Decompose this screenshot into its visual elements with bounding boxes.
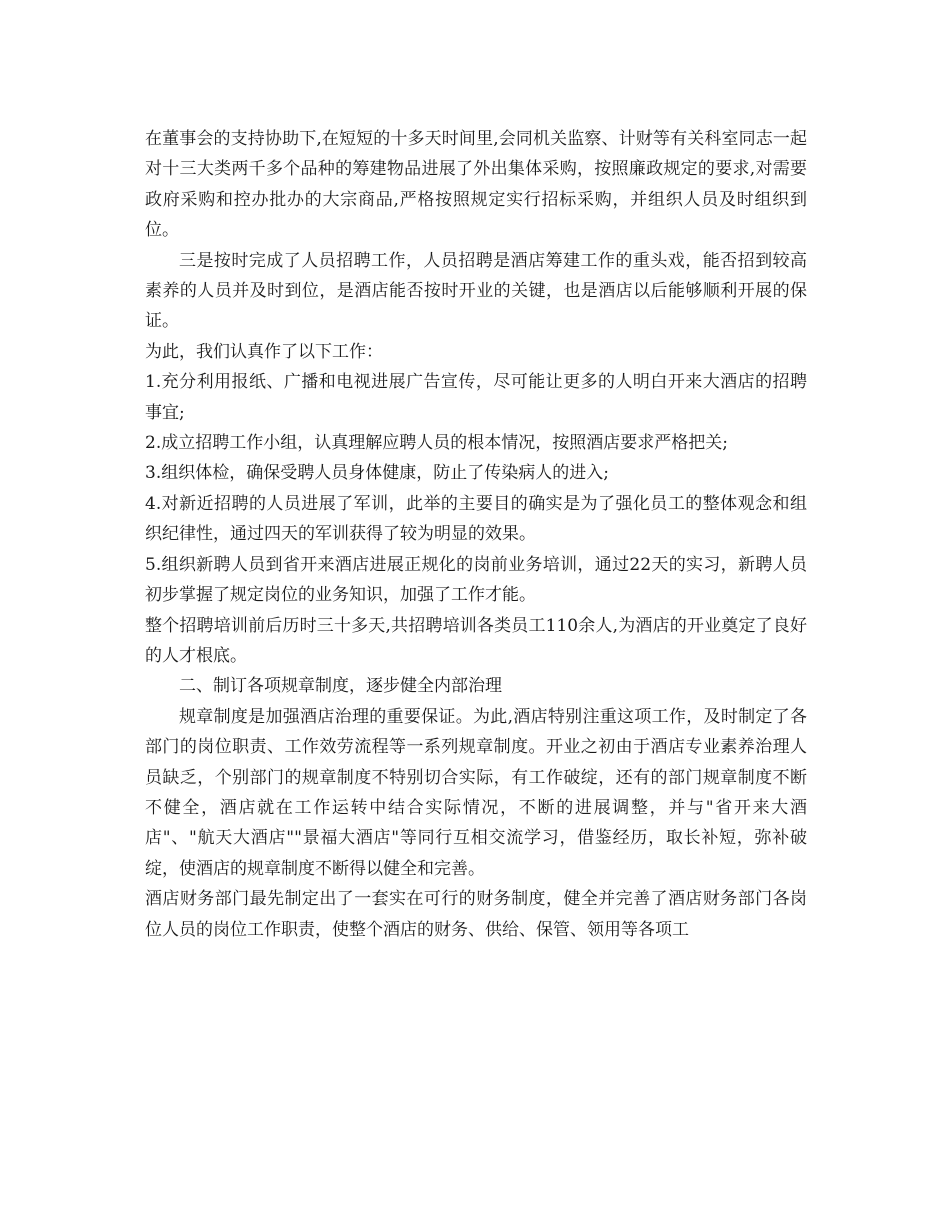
- list-item-5: 5.组织新聘人员到省开来酒店进展正规化的岗前业务培训，通过22天的实习，新聘人员初步掌握了规定岗位的业务知识，加强了工作才能。: [145, 554, 807, 606]
- paragraph-recruitment-summary: 整个招聘培训前后历时三十多天,共招聘培训各类员工110余人,为酒店的开业奠定了良好的人才根底。: [145, 615, 807, 666]
- paragraph-recruitment-intro: 三是按时完成了人员招聘工作，人员招聘是酒店筹建工作的重头戏，能否招到较高素养的人员并及时到位，是酒店能否按时开业的关键，也是酒店以后能够顺利开展的保证。: [145, 250, 807, 332]
- list-item-3: 3.组织体检，确保受聘人员身体健康，防止了传染病人的进入;: [145, 463, 609, 484]
- list-item-2: 2.成立招聘工作小组，认真理解应聘人员的根本情况，按照酒店要求严格把关;: [145, 433, 728, 454]
- list-item-4: 4.对新近招聘的人员进展了军训，此举的主要目的确实是为了强化员工的整体观念和组织纪律性，通过四天的军训获得了较为明显的效果。: [145, 493, 807, 545]
- paragraph-finance: 酒店财务部门最先制定出了一套实在可行的财务制度，健全并完善了酒店财务部门各岗位人员的岗位工作职责，使整个酒店的财务、供给、保管、领用等各项工: [145, 889, 807, 940]
- paragraph-procurement: 在董事会的支持协助下,在短短的十多天时间里,会同机关监察、计财等有关科室同志一起对十三大类两千多个品种的筹建物品进展了外出集体采购，按照廉政规定的要求,对需要政府采购和控办批办的大宗商品,严格按照规定实行招标采购，并组织人员及时组织到位。: [145, 129, 807, 241]
- list-item-1: 1.充分利用报纸、广播和电视进展广告宣传，尽可能让更多的人明白开来大酒店的招聘事宜;: [145, 372, 807, 423]
- section-heading-rules: 二、制订各项规章制度，逐步健全内部治理: [179, 676, 502, 697]
- paragraph-rules: 规章制度是加强酒店治理的重要保证。为此,酒店特别注重这项工作，及时制定了各部门的岗位职责、工作效劳流程等一系列规章制度。开业之初由于酒店专业素养治理人员缺乏，个别部门的规章制度不特别切合实际，有工作破绽，还有的部门规章制度不断不健全，酒店就在工作运转中结合实际情况，不断的进展调整，并与"省开来大酒店"、"航天大酒店""景福大酒店"等同行互相交流学习，借鉴经历，取长补短，弥补破绽，使酒店的规章制度不断得以健全和完善。: [145, 706, 807, 879]
- paragraph-work-lead: 为此，我们认真作了以下工作：: [145, 341, 383, 362]
- document-page: [145, 124, 807, 945]
